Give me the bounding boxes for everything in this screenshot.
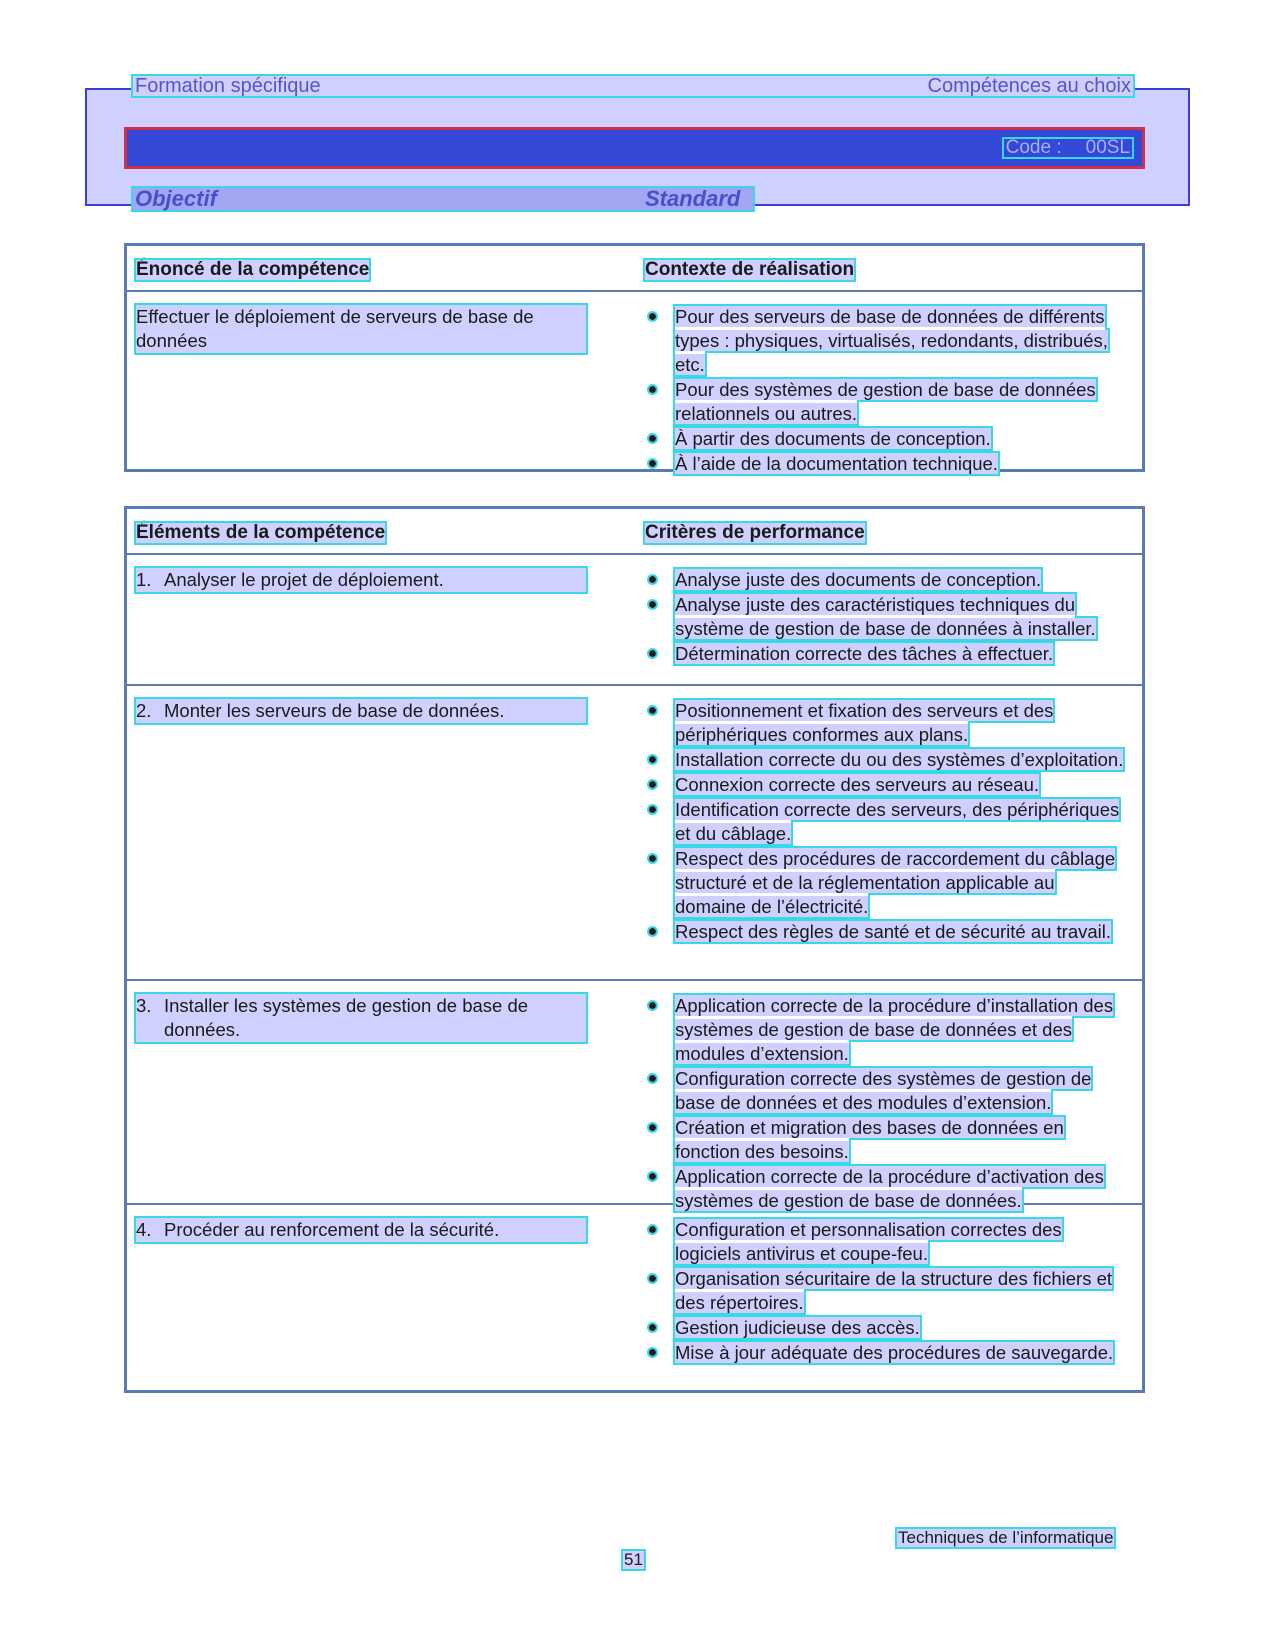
criteria-item-text: Positionnement et fixation des serveurs et des périphériques conformes aux plans. xyxy=(675,700,1054,745)
footer-program-title: Techniques de l’informatique xyxy=(898,1528,1114,1547)
criteria-item xyxy=(645,1267,1125,1315)
bullet-icon xyxy=(649,1226,656,1233)
criteria-item-text: Respect des règles de santé et de sécurité au travail. xyxy=(675,921,1112,942)
bullet-icon xyxy=(649,1075,656,1082)
table-header xyxy=(127,246,1142,292)
element-text: Analyser le projet de déploiement. xyxy=(164,569,444,590)
bullet-icon xyxy=(649,576,656,583)
criteria-item-text: Configuration correcte des systèmes de gestion de base de données et des modules d’extension. xyxy=(675,1068,1092,1113)
header-subtitles xyxy=(133,188,753,210)
context-header: Contexte de réalisation xyxy=(645,259,855,280)
competency-element xyxy=(136,1218,586,1242)
table-row xyxy=(127,555,1142,686)
criteria-item xyxy=(645,773,1125,797)
table-row xyxy=(127,292,1142,474)
header-right-label: Compétences au choix xyxy=(927,75,1131,97)
context-item xyxy=(645,305,1125,377)
criteria-item-text: Identification correcte des serveurs, des périphériques et du câblage. xyxy=(675,799,1120,844)
bullet-icon xyxy=(649,756,656,763)
bullet-icon xyxy=(649,313,656,320)
table-row xyxy=(127,1205,1142,1390)
criteria-item-text: Respect des procédures de raccordement du câblage structuré et de la réglementation applicable au domaine de l’électricité. xyxy=(675,848,1116,917)
element-number: 2. xyxy=(136,700,152,721)
table-header xyxy=(127,509,1142,555)
criteria-item-text: Installation correcte du ou des systèmes d’exploitation. xyxy=(675,749,1124,770)
context-item-text: Pour des systèmes de gestion de base de données relationnels ou autres. xyxy=(675,379,1096,424)
bullet-icon xyxy=(649,386,656,393)
criteria-item xyxy=(645,1341,1125,1365)
criteria-item xyxy=(645,593,1125,641)
standard-label: Standard xyxy=(645,186,741,211)
criteria-item-text: Application correcte de la procédure d’installation des systèmes de gestion de base de données et des modules d’extension. xyxy=(675,995,1114,1064)
criteria-item-text: Analyse juste des caractéristiques techniques du système de gestion de base de données à installer. xyxy=(675,594,1096,639)
competency-element xyxy=(136,699,586,723)
context-item-text: À l’aide de la documentation technique. xyxy=(675,453,998,474)
element-text: Procéder au renforcement de la sécurité. xyxy=(164,1219,500,1240)
bullet-icon xyxy=(649,1275,656,1282)
bullet-icon xyxy=(649,460,656,467)
criteria-item xyxy=(645,1067,1125,1115)
code-value: 00SL xyxy=(1085,137,1130,158)
bullet-icon xyxy=(649,601,656,608)
criteria-item xyxy=(645,1116,1125,1164)
statement-header: Énoncé de la compétence xyxy=(136,259,370,280)
criteria-item xyxy=(645,748,1125,772)
criteria-list xyxy=(645,568,1125,667)
context-item xyxy=(645,452,1125,476)
context-item-text: Pour des serveurs de base de données de différents types : physiques, virtualisés, redondants, distribués, etc. xyxy=(675,306,1108,375)
bullet-icon xyxy=(649,707,656,714)
criteria-list xyxy=(645,699,1125,945)
bullet-icon xyxy=(649,855,656,862)
table-row xyxy=(127,981,1142,1211)
competency-statement: Effectuer le déploiement de serveurs de base de données xyxy=(136,305,586,353)
criteria-item xyxy=(645,1218,1125,1266)
page-number: 51 xyxy=(624,1550,643,1569)
element-text: Installer les systèmes de gestion de base de données. xyxy=(164,995,529,1040)
bullet-icon xyxy=(649,781,656,788)
objective-label: Objectif xyxy=(135,186,217,211)
code-bar xyxy=(124,127,1145,169)
bullet-icon xyxy=(649,1173,656,1180)
header-left-label: Formation spécifique xyxy=(135,75,321,97)
criteria-item xyxy=(645,994,1125,1066)
criteria-item-text: Application correcte de la procédure d’activation des systèmes de gestion de base de données. xyxy=(675,1166,1104,1211)
bullet-icon xyxy=(649,1124,656,1131)
bullet-icon xyxy=(649,1349,656,1356)
criteria-list xyxy=(645,994,1125,1214)
context-item xyxy=(645,427,1125,451)
elements-header: Éléments de la compétence xyxy=(136,522,386,543)
code-label xyxy=(1002,137,1134,159)
element-number: 3. xyxy=(136,995,152,1016)
criteria-item xyxy=(645,847,1125,919)
context-item xyxy=(645,378,1125,426)
criteria-list xyxy=(645,1218,1125,1366)
criteria-item-text: Gestion judicieuse des accès. xyxy=(675,1317,920,1338)
criteria-item-text: Organisation sécuritaire de la structure des fichiers et des répertoires. xyxy=(675,1268,1113,1313)
criteria-item xyxy=(645,920,1125,944)
code-label-text: Code : xyxy=(1005,137,1062,158)
criteria-item xyxy=(645,642,1125,666)
bullet-icon xyxy=(649,435,656,442)
criteria-header: Critères de performance xyxy=(645,522,865,543)
criteria-item-text: Création et migration des bases de données en fonction des besoins. xyxy=(675,1117,1064,1162)
criteria-item xyxy=(645,568,1125,592)
bullet-icon xyxy=(649,806,656,813)
context-item-text: À partir des documents de conception. xyxy=(675,428,991,449)
criteria-item xyxy=(645,1316,1125,1340)
bullet-icon xyxy=(649,928,656,935)
table-row xyxy=(127,686,1142,981)
performance-criteria-table xyxy=(124,506,1145,1393)
criteria-item xyxy=(645,798,1125,846)
element-text: Monter les serveurs de base de données. xyxy=(164,700,505,721)
competency-element xyxy=(136,994,586,1042)
bullet-icon xyxy=(649,1002,656,1009)
competency-statement-table xyxy=(124,243,1145,472)
competency-element xyxy=(136,568,586,592)
criteria-item-text: Analyse juste des documents de conception. xyxy=(675,569,1042,590)
element-number: 4. xyxy=(136,1219,152,1240)
element-number: 1. xyxy=(136,569,152,590)
criteria-item-text: Configuration et personnalisation correctes des logiciels antivirus et coupe-feu. xyxy=(675,1219,1062,1264)
criteria-item xyxy=(645,699,1125,747)
criteria-item-text: Mise à jour adéquate des procédures de sauvegarde. xyxy=(675,1342,1114,1363)
context-list xyxy=(645,305,1125,477)
bullet-icon xyxy=(649,650,656,657)
criteria-item-text: Détermination correcte des tâches à effectuer. xyxy=(675,643,1054,664)
bullet-icon xyxy=(649,1324,656,1331)
criteria-item-text: Connexion correcte des serveurs au réseau. xyxy=(675,774,1040,795)
header-top-line xyxy=(133,76,1133,96)
